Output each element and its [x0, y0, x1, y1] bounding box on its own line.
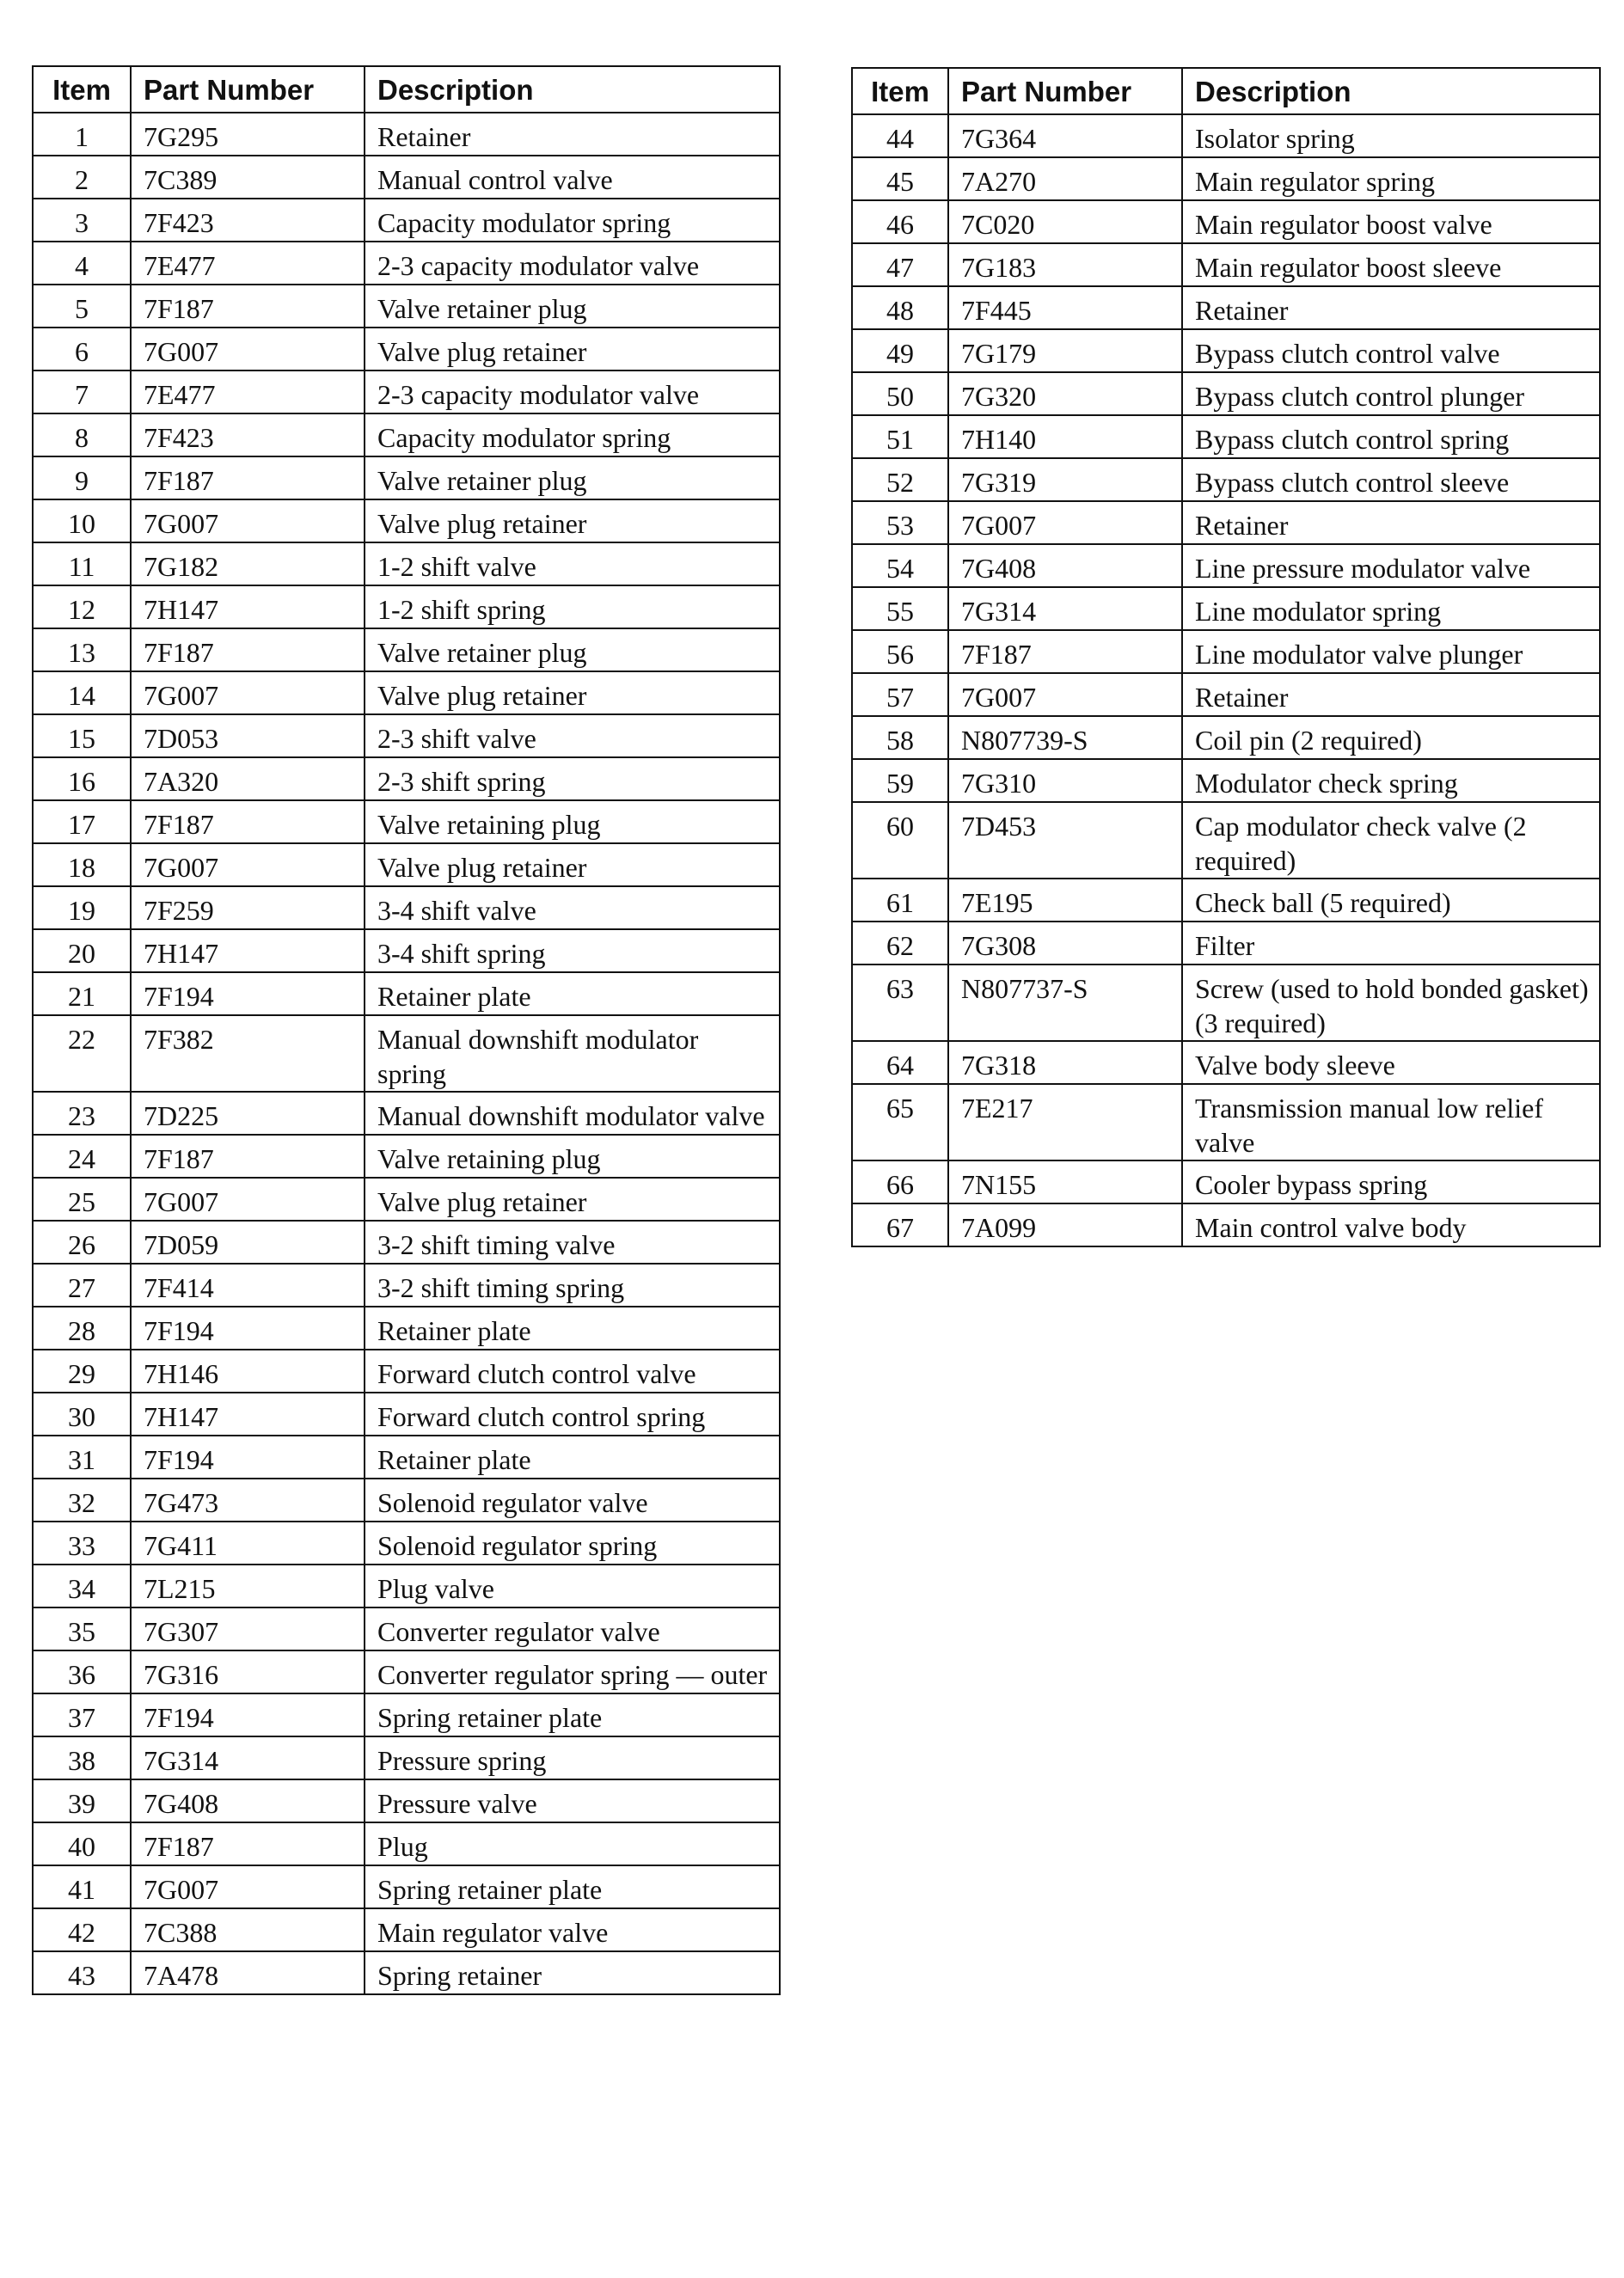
part-number-cell: 7G295 [131, 113, 365, 156]
description-cell: Pressure valve [365, 1779, 780, 1822]
item-number-cell: 26 [33, 1221, 131, 1264]
description-cell: Transmission manual low relief valve [1182, 1084, 1600, 1160]
description-cell: Line pressure modulator valve [1182, 544, 1600, 587]
description-cell: Forward clutch control valve [365, 1350, 780, 1393]
description-cell: 3-4 shift valve [365, 886, 780, 929]
part-number-cell: N807739-S [948, 716, 1182, 759]
description-cell: Filter [1182, 922, 1600, 964]
table-row [852, 114, 1600, 157]
table-row [33, 929, 780, 972]
item-number-cell: 39 [33, 1779, 131, 1822]
table-row [33, 499, 780, 542]
item-number-cell: 59 [852, 759, 948, 802]
item-number-cell: 42 [33, 1908, 131, 1951]
item-number-cell: 66 [852, 1160, 948, 1203]
table-row [33, 1135, 780, 1178]
description-cell: Cap modulator check valve (2 required) [1182, 802, 1600, 879]
part-number-cell: 7G308 [948, 922, 1182, 964]
table-row [33, 1650, 780, 1693]
description-cell: Valve body sleeve [1182, 1041, 1600, 1084]
table-row [852, 759, 1600, 802]
description-cell: Spring retainer plate [365, 1865, 780, 1908]
part-number-cell: 7G007 [131, 1178, 365, 1221]
table-row [33, 328, 780, 370]
part-number-cell: 7G179 [948, 329, 1182, 372]
part-number-cell: 7L215 [131, 1565, 365, 1607]
part-number-cell: 7G408 [131, 1779, 365, 1822]
part-number-cell: N807737-S [948, 964, 1182, 1041]
table-row [852, 964, 1600, 1041]
item-number-cell: 45 [852, 157, 948, 200]
table-row [852, 802, 1600, 879]
table-row [33, 1307, 780, 1350]
table-row [852, 544, 1600, 587]
table-row [33, 1951, 780, 1994]
description-cell: Retainer [1182, 673, 1600, 716]
item-number-cell: 12 [33, 585, 131, 628]
table-row [33, 1221, 780, 1264]
item-number-cell: 16 [33, 757, 131, 800]
part-number-cell: 7G314 [948, 587, 1182, 630]
part-number-cell: 7H146 [131, 1350, 365, 1393]
item-number-cell: 28 [33, 1307, 131, 1350]
item-number-cell: 35 [33, 1607, 131, 1650]
part-number-cell: 7A099 [948, 1203, 1182, 1246]
item-number-cell: 64 [852, 1041, 948, 1084]
table-row [33, 1015, 780, 1092]
item-number-cell: 15 [33, 714, 131, 757]
description-cell: 2-3 shift spring [365, 757, 780, 800]
table-row [33, 1092, 780, 1135]
description-cell: Valve retainer plug [365, 628, 780, 671]
parts-table-left [32, 65, 781, 1995]
item-number-cell: 10 [33, 499, 131, 542]
description-cell: Retainer plate [365, 1436, 780, 1479]
item-number-cell: 48 [852, 286, 948, 329]
description-cell: Bypass clutch control sleeve [1182, 458, 1600, 501]
part-number-cell: 7G314 [131, 1736, 365, 1779]
item-number-cell: 19 [33, 886, 131, 929]
table-row [852, 458, 1600, 501]
item-number-cell: 43 [33, 1951, 131, 1994]
item-number-cell: 62 [852, 922, 948, 964]
item-number-cell: 14 [33, 671, 131, 714]
item-number-cell: 57 [852, 673, 948, 716]
table-row [852, 372, 1600, 415]
item-number-cell: 63 [852, 964, 948, 1041]
description-cell: Coil pin (2 required) [1182, 716, 1600, 759]
part-number-cell: 7F194 [131, 1436, 365, 1479]
part-number-cell: 7D059 [131, 1221, 365, 1264]
parts-table-body [33, 113, 780, 1994]
description-cell: Spring retainer [365, 1951, 780, 1994]
item-number-cell: 67 [852, 1203, 948, 1246]
table-row [33, 800, 780, 843]
table-row [33, 585, 780, 628]
part-number-cell: 7D225 [131, 1092, 365, 1135]
item-number-cell: 32 [33, 1479, 131, 1522]
column-header-description: Description [1182, 68, 1600, 114]
part-number-cell: 7C020 [948, 200, 1182, 243]
part-number-cell: 7G310 [948, 759, 1182, 802]
description-cell: Converter regulator valve [365, 1607, 780, 1650]
part-number-cell: 7F194 [131, 972, 365, 1015]
item-number-cell: 3 [33, 199, 131, 242]
part-number-cell: 7G007 [948, 673, 1182, 716]
description-cell: Capacity modulator spring [365, 199, 780, 242]
table-row [33, 714, 780, 757]
table-row [33, 1822, 780, 1865]
table-row [33, 113, 780, 156]
table-row [33, 1393, 780, 1436]
table-row [852, 879, 1600, 922]
table-row [852, 157, 1600, 200]
item-number-cell: 9 [33, 456, 131, 499]
item-number-cell: 58 [852, 716, 948, 759]
table-row [852, 716, 1600, 759]
table-row [33, 242, 780, 285]
description-cell: Valve retaining plug [365, 800, 780, 843]
table-row [33, 757, 780, 800]
column-header-description: Description [365, 66, 780, 113]
item-number-cell: 37 [33, 1693, 131, 1736]
description-cell: Isolator spring [1182, 114, 1600, 157]
part-number-cell: 7F445 [948, 286, 1182, 329]
description-cell: 3-2 shift timing spring [365, 1264, 780, 1307]
parts-table-right [851, 67, 1601, 1247]
item-number-cell: 7 [33, 370, 131, 413]
part-number-cell: 7F187 [131, 628, 365, 671]
description-cell: Plug [365, 1822, 780, 1865]
part-number-cell: 7F194 [131, 1693, 365, 1736]
description-cell: Retainer plate [365, 1307, 780, 1350]
part-number-cell: 7H147 [131, 585, 365, 628]
description-cell: Valve plug retainer [365, 328, 780, 370]
item-number-cell: 52 [852, 458, 948, 501]
description-cell: 3-2 shift timing valve [365, 1221, 780, 1264]
parts-table-body [852, 114, 1600, 1246]
item-number-cell: 54 [852, 544, 948, 587]
item-number-cell: 31 [33, 1436, 131, 1479]
table-row [852, 1041, 1600, 1084]
item-number-cell: 1 [33, 113, 131, 156]
table-row [33, 1736, 780, 1779]
description-cell: Manual downshift modulator spring [365, 1015, 780, 1092]
description-cell: Modulator check spring [1182, 759, 1600, 802]
description-cell: Manual downshift modulator valve [365, 1092, 780, 1135]
description-cell: Retainer [365, 113, 780, 156]
description-cell: 3-4 shift spring [365, 929, 780, 972]
part-number-cell: 7H147 [131, 1393, 365, 1436]
part-number-cell: 7G320 [948, 372, 1182, 415]
part-number-cell: 7G364 [948, 114, 1182, 157]
description-cell: Bypass clutch control valve [1182, 329, 1600, 372]
table-row [33, 1479, 780, 1522]
item-number-cell: 36 [33, 1650, 131, 1693]
table-row [852, 501, 1600, 544]
description-cell: Valve retainer plug [365, 285, 780, 328]
table-row [33, 413, 780, 456]
table-row [33, 285, 780, 328]
description-cell: 1-2 shift valve [365, 542, 780, 585]
item-number-cell: 61 [852, 879, 948, 922]
description-cell: Converter regulator spring — outer [365, 1650, 780, 1693]
description-cell: Valve retainer plug [365, 456, 780, 499]
item-number-cell: 53 [852, 501, 948, 544]
item-number-cell: 30 [33, 1393, 131, 1436]
table-row [852, 1203, 1600, 1246]
column-header-item: Item [33, 66, 131, 113]
table-row [852, 415, 1600, 458]
table-row [33, 1522, 780, 1565]
part-number-cell: 7G318 [948, 1041, 1182, 1084]
table-row [852, 673, 1600, 716]
description-cell: Main regulator valve [365, 1908, 780, 1951]
item-number-cell: 24 [33, 1135, 131, 1178]
description-cell: Check ball (5 required) [1182, 879, 1600, 922]
description-cell: Line modulator valve plunger [1182, 630, 1600, 673]
table-row [852, 329, 1600, 372]
part-number-cell: 7E195 [948, 879, 1182, 922]
description-cell: 2-3 shift valve [365, 714, 780, 757]
part-number-cell: 7G307 [131, 1607, 365, 1650]
part-number-cell: 7E217 [948, 1084, 1182, 1160]
description-cell: Valve retaining plug [365, 1135, 780, 1178]
part-number-cell: 7F423 [131, 199, 365, 242]
table-row [33, 886, 780, 929]
description-cell: Valve plug retainer [365, 671, 780, 714]
part-number-cell: 7C389 [131, 156, 365, 199]
table-row [852, 1160, 1600, 1203]
table-row [33, 1607, 780, 1650]
part-number-cell: 7H140 [948, 415, 1182, 458]
item-number-cell: 29 [33, 1350, 131, 1393]
table-header-row [852, 68, 1600, 114]
table-row [852, 1084, 1600, 1160]
table-row [33, 1350, 780, 1393]
description-cell: Cooler bypass spring [1182, 1160, 1600, 1203]
column-header-part-number: Part Number [948, 68, 1182, 114]
item-number-cell: 40 [33, 1822, 131, 1865]
column-header-part-number: Part Number [131, 66, 365, 113]
item-number-cell: 65 [852, 1084, 948, 1160]
part-number-cell: 7D453 [948, 802, 1182, 879]
part-number-cell: 7G408 [948, 544, 1182, 587]
description-cell: Manual control valve [365, 156, 780, 199]
description-cell: Valve plug retainer [365, 499, 780, 542]
part-number-cell: 7G183 [948, 243, 1182, 286]
item-number-cell: 56 [852, 630, 948, 673]
item-number-cell: 46 [852, 200, 948, 243]
table-row [33, 542, 780, 585]
table-row [852, 200, 1600, 243]
table-header-row [33, 66, 780, 113]
table-row [33, 628, 780, 671]
item-number-cell: 2 [33, 156, 131, 199]
table-row [33, 1865, 780, 1908]
description-cell: Retainer [1182, 501, 1600, 544]
table-row [33, 843, 780, 886]
item-number-cell: 34 [33, 1565, 131, 1607]
part-number-cell: 7D053 [131, 714, 365, 757]
table-row [852, 922, 1600, 964]
part-number-cell: 7E477 [131, 370, 365, 413]
description-cell: Screw (used to hold bonded gasket) (3 required) [1182, 964, 1600, 1041]
table-row [852, 286, 1600, 329]
item-number-cell: 13 [33, 628, 131, 671]
part-number-cell: 7A478 [131, 1951, 365, 1994]
item-number-cell: 23 [33, 1092, 131, 1135]
description-cell: Bypass clutch control plunger [1182, 372, 1600, 415]
table-row [33, 1178, 780, 1221]
part-number-cell: 7N155 [948, 1160, 1182, 1203]
description-cell: Solenoid regulator valve [365, 1479, 780, 1522]
item-number-cell: 60 [852, 802, 948, 879]
table-row [33, 972, 780, 1015]
item-number-cell: 49 [852, 329, 948, 372]
item-number-cell: 4 [33, 242, 131, 285]
part-number-cell: 7G007 [131, 328, 365, 370]
item-number-cell: 11 [33, 542, 131, 585]
table-row [33, 199, 780, 242]
table-row [33, 1779, 780, 1822]
description-cell: Capacity modulator spring [365, 413, 780, 456]
description-cell: Main regulator boost sleeve [1182, 243, 1600, 286]
item-number-cell: 38 [33, 1736, 131, 1779]
part-number-cell: 7G007 [131, 843, 365, 886]
item-number-cell: 22 [33, 1015, 131, 1092]
item-number-cell: 50 [852, 372, 948, 415]
table-row [852, 243, 1600, 286]
table-row [33, 671, 780, 714]
part-number-cell: 7F187 [131, 285, 365, 328]
item-number-cell: 47 [852, 243, 948, 286]
description-cell: Forward clutch control spring [365, 1393, 780, 1436]
table-row [33, 1908, 780, 1951]
description-cell: Retainer [1182, 286, 1600, 329]
item-number-cell: 21 [33, 972, 131, 1015]
part-number-cell: 7A320 [131, 757, 365, 800]
part-number-cell: 7H147 [131, 929, 365, 972]
part-number-cell: 7F187 [131, 1822, 365, 1865]
part-number-cell: 7G319 [948, 458, 1182, 501]
description-cell: Main control valve body [1182, 1203, 1600, 1246]
part-number-cell: 7F187 [131, 1135, 365, 1178]
part-number-cell: 7E477 [131, 242, 365, 285]
table-row [852, 630, 1600, 673]
description-cell: Main regulator boost valve [1182, 200, 1600, 243]
part-number-cell: 7G007 [131, 1865, 365, 1908]
part-number-cell: 7F414 [131, 1264, 365, 1307]
table-row [33, 1264, 780, 1307]
description-cell: Valve plug retainer [365, 843, 780, 886]
part-number-cell: 7F187 [131, 800, 365, 843]
part-number-cell: 7G007 [131, 499, 365, 542]
table-row [33, 1565, 780, 1607]
table-row [33, 456, 780, 499]
part-number-cell: 7F194 [131, 1307, 365, 1350]
part-number-cell: 7A270 [948, 157, 1182, 200]
part-number-cell: 7F187 [131, 456, 365, 499]
description-cell: Main regulator spring [1182, 157, 1600, 200]
part-number-cell: 7G007 [131, 671, 365, 714]
item-number-cell: 51 [852, 415, 948, 458]
item-number-cell: 5 [33, 285, 131, 328]
item-number-cell: 6 [33, 328, 131, 370]
description-cell: 1-2 shift spring [365, 585, 780, 628]
part-number-cell: 7F187 [948, 630, 1182, 673]
table-row [33, 1436, 780, 1479]
description-cell: Line modulator spring [1182, 587, 1600, 630]
table-row [33, 156, 780, 199]
table-row [33, 1693, 780, 1736]
part-number-cell: 7C388 [131, 1908, 365, 1951]
part-number-cell: 7G182 [131, 542, 365, 585]
item-number-cell: 33 [33, 1522, 131, 1565]
part-number-cell: 7F423 [131, 413, 365, 456]
item-number-cell: 20 [33, 929, 131, 972]
item-number-cell: 44 [852, 114, 948, 157]
part-number-cell: 7F382 [131, 1015, 365, 1092]
item-number-cell: 18 [33, 843, 131, 886]
description-cell: Bypass clutch control spring [1182, 415, 1600, 458]
item-number-cell: 8 [33, 413, 131, 456]
item-number-cell: 17 [33, 800, 131, 843]
description-cell: Spring retainer plate [365, 1693, 780, 1736]
part-number-cell: 7G473 [131, 1479, 365, 1522]
part-number-cell: 7F259 [131, 886, 365, 929]
description-cell: Retainer plate [365, 972, 780, 1015]
part-number-cell: 7G316 [131, 1650, 365, 1693]
description-cell: Solenoid regulator spring [365, 1522, 780, 1565]
column-header-item: Item [852, 68, 948, 114]
table-row [852, 587, 1600, 630]
table-row [33, 370, 780, 413]
part-number-cell: 7G007 [948, 501, 1182, 544]
item-number-cell: 41 [33, 1865, 131, 1908]
item-number-cell: 27 [33, 1264, 131, 1307]
item-number-cell: 55 [852, 587, 948, 630]
description-cell: Plug valve [365, 1565, 780, 1607]
description-cell: 2-3 capacity modulator valve [365, 370, 780, 413]
description-cell: Pressure spring [365, 1736, 780, 1779]
part-number-cell: 7G411 [131, 1522, 365, 1565]
item-number-cell: 25 [33, 1178, 131, 1221]
description-cell: 2-3 capacity modulator valve [365, 242, 780, 285]
description-cell: Valve plug retainer [365, 1178, 780, 1221]
